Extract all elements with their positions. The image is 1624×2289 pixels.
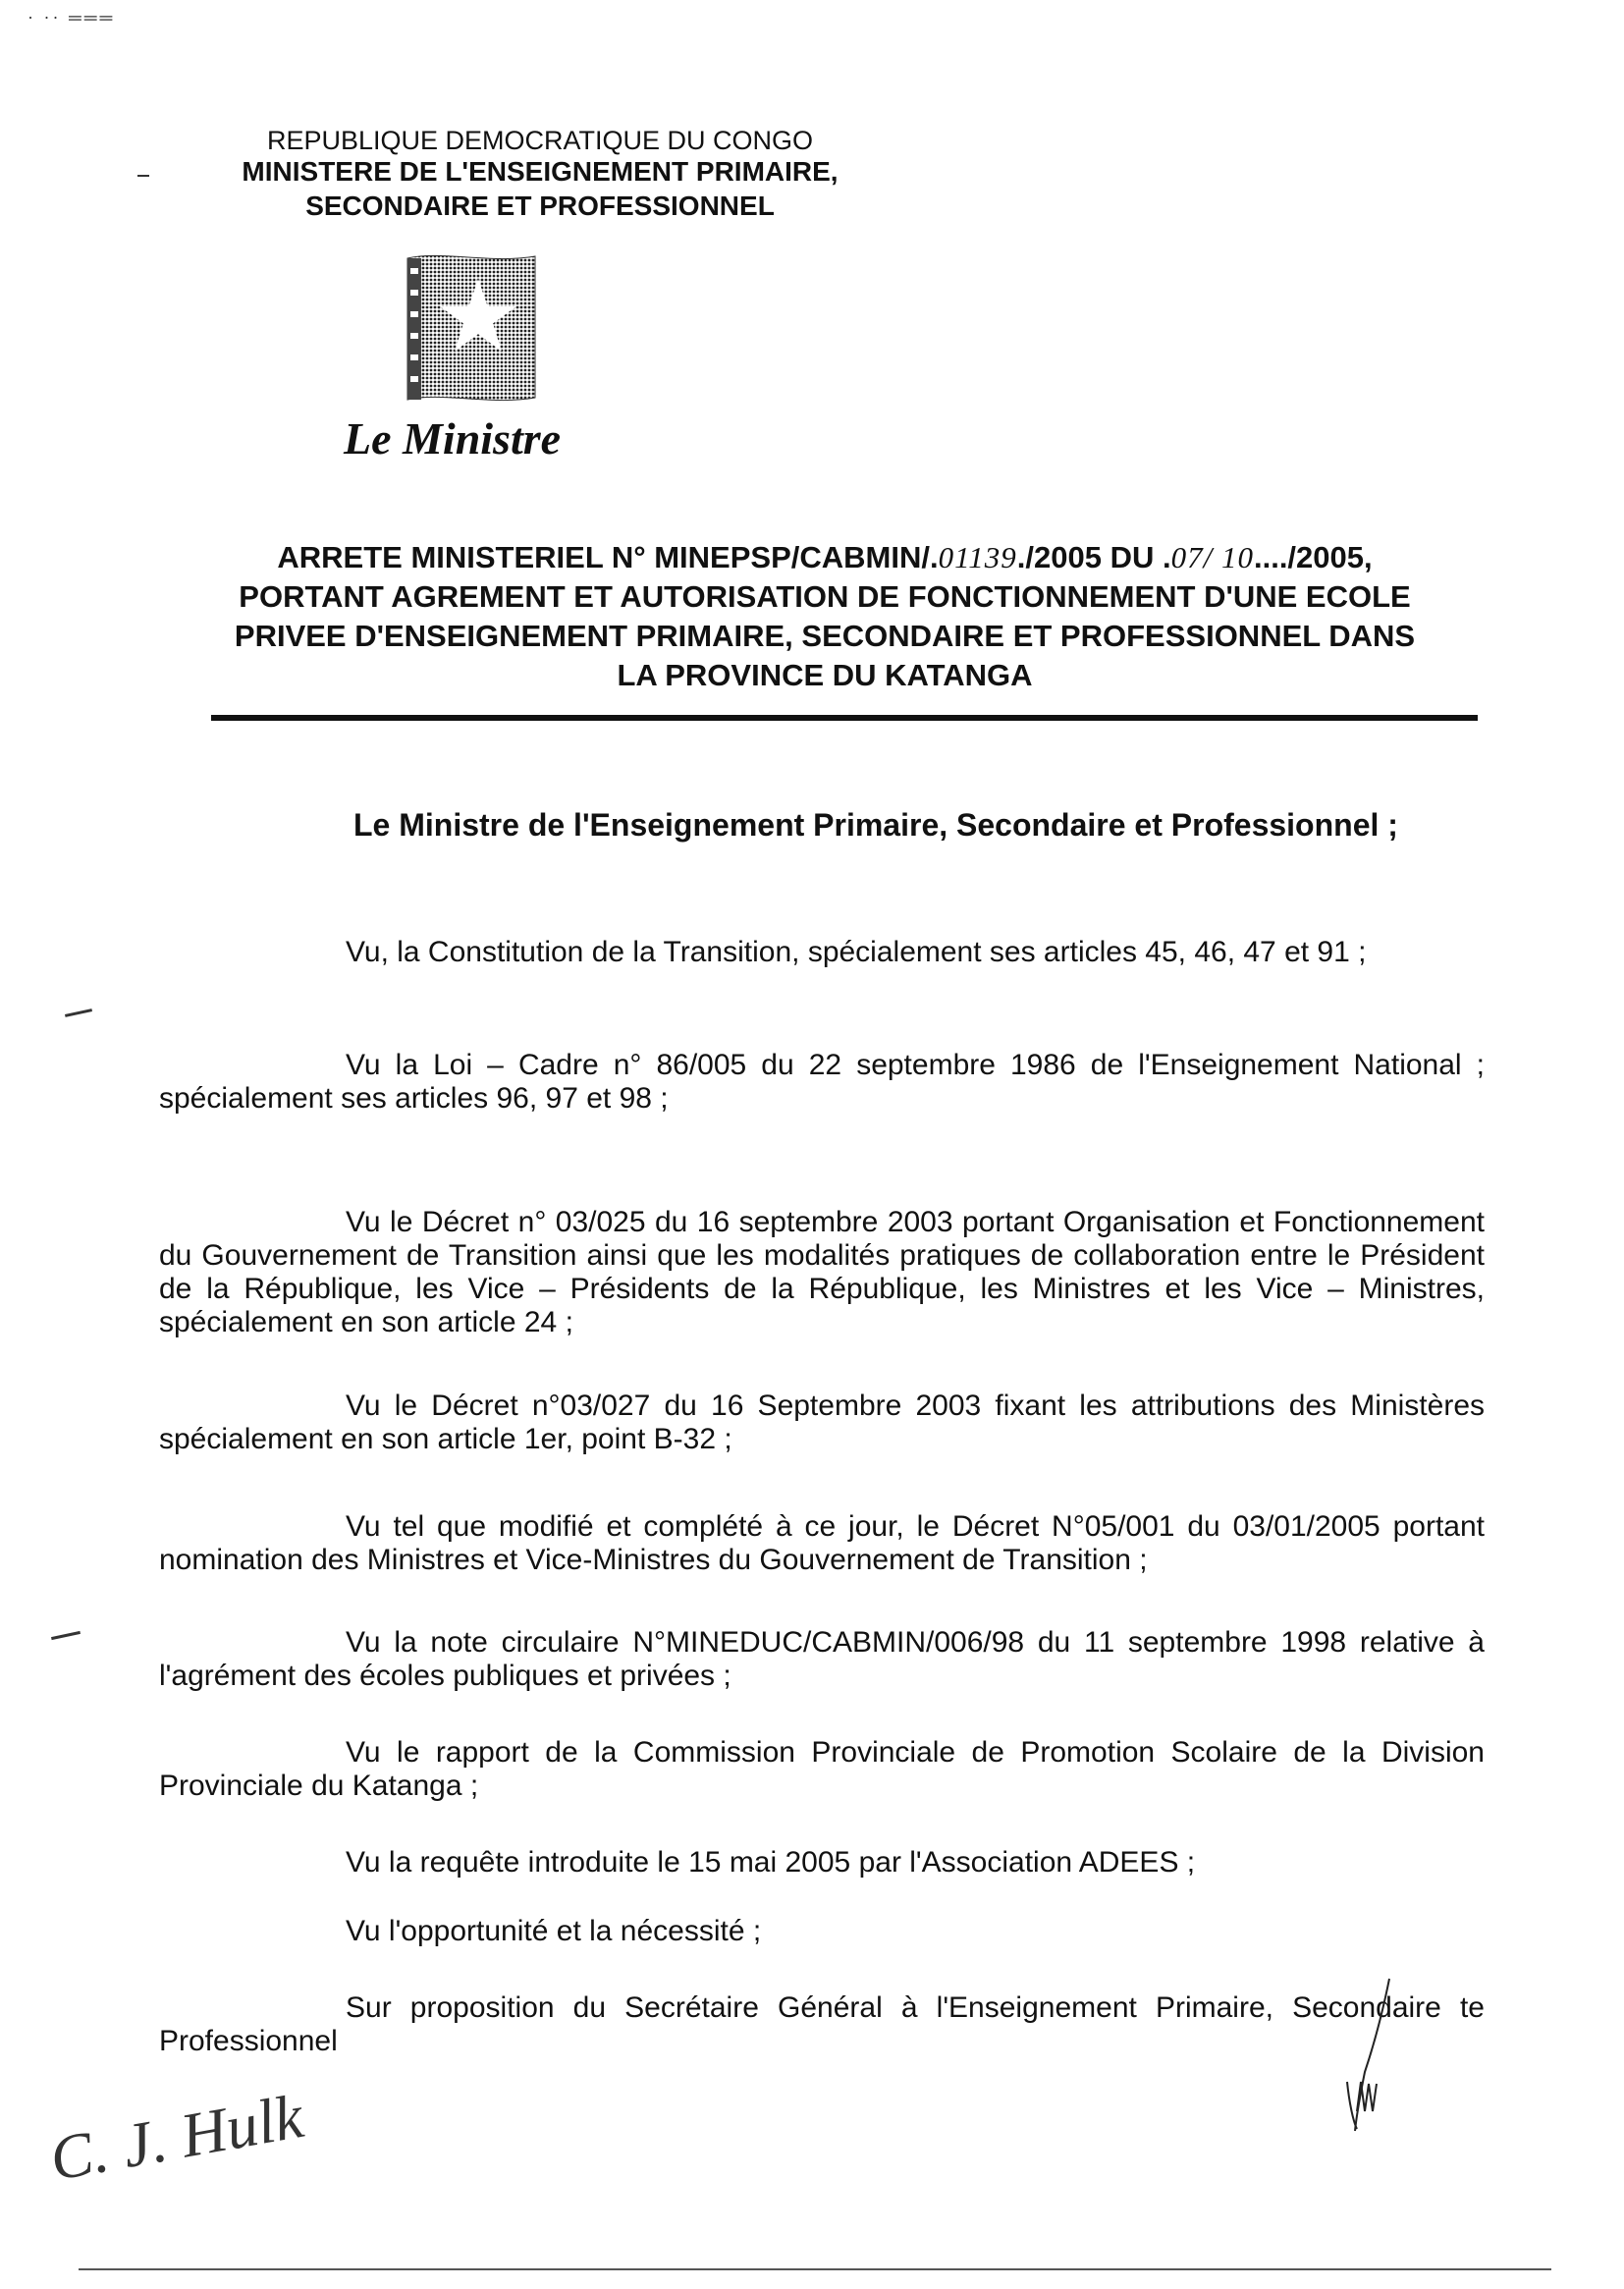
ministry-line-2: SECONDAIRE ET PROFESSIONNEL [305, 191, 775, 221]
recital-text: Vu le Décret n°03/027 du 16 Septembre 2003 fixant les attributions des Ministères spécialement en son article 1er, point B-32 ; [159, 1390, 1485, 1455]
recital-6 [159, 1626, 1485, 1693]
minister-preamble: Le Ministre de l'Enseignement Primaire, Secondaire et Professionnel ; [353, 807, 1398, 843]
recital-text: Vu la requête introduite le 15 mai 2005 par l'Association ADEES ; [346, 1846, 1196, 1879]
recital-3 [159, 1206, 1485, 1339]
right-initials-icon [1335, 1974, 1414, 2141]
recital-1 [159, 933, 1485, 972]
recital-text: Vu, la Constitution de la Transition, spécialement ses articles 45, 46, 47 et 91 ; [346, 936, 1367, 968]
country-name: REPUBLIQUE DEMOCRATIQUE DU CONGO [266, 126, 814, 155]
recital-5 [159, 1510, 1485, 1577]
decree-number: 01139 [938, 540, 1017, 574]
recital-text: Vu l'opportunité et la nécessité ; [346, 1915, 762, 1947]
title-mid: ./2005 DU . [1016, 540, 1171, 574]
handwritten-initials: C. J. Hulk [44, 2081, 308, 2194]
title-line-4: LA PROVINCE DU KATANGA [617, 658, 1033, 692]
recital-text: Vu la Loi – Cadre n° 86/005 du 22 septembre 1986 de l'Enseignement National ; spécialement ses articles 96, 97 et 98 ; [159, 1049, 1485, 1115]
recital-7 [159, 1736, 1485, 1803]
recital-8 [159, 1846, 1485, 1880]
recital-text: Vu tel que modifié et complété à ce jour, le Décret N°05/001 du 03/01/2005 portant nomination des Ministres et Vice-Ministres du Gouvernement de Transition ; [159, 1510, 1485, 1576]
footer-rule [79, 2268, 1551, 2270]
title-line-2: PORTANT AGREMENT ET AUTORISATION DE FONCTIONNEMENT D'UNE ECOLE [239, 579, 1411, 614]
margin-mark [51, 1631, 81, 1640]
recital-text: Vu la note circulaire N°MINEDUC/CABMIN/006/98 du 11 septembre 1998 relative à l'agrément des écoles publiques et privées ; [159, 1626, 1485, 1692]
recital-4 [159, 1390, 1485, 1456]
margin-mark [65, 1008, 92, 1017]
flag-emblem-icon [398, 250, 545, 417]
recital-text: Vu le rapport de la Commission Provinciale de Promotion Scolaire de la Division Provinciale du Katanga ; [159, 1736, 1485, 1802]
title-suffix: ..../2005, [1253, 540, 1373, 574]
decree-title [147, 538, 1502, 695]
recital-2 [159, 1049, 1485, 1116]
recital-9 [159, 1915, 1485, 1948]
recital-text: Sur proposition du Secrétaire Général à l'Enseignement Primaire, Secondaire te Professionnel [159, 1991, 1485, 2057]
decree-date: 07/ 10 [1170, 540, 1254, 574]
recital-text: Vu le Décret n° 03/025 du 16 septembre 2003 portant Organisation et Fonctionnement du Gouvernement de Transition ainsi que les modalités pratiques de collaboration entre le Président de la République, les Vice – Présidents de la République, les Ministres et les Vice – Ministres, spécialement en son article 24 ; [159, 1206, 1485, 1338]
scan-mark: · ·· ═══ [27, 8, 116, 27]
title-line-3: PRIVEE D'ENSEIGNEMENT PRIMAIRE, SECONDAIRE ET PROFESSIONNEL DANS [234, 619, 1416, 653]
title-underline [211, 715, 1478, 721]
ministry-line-1: MINISTERE DE L'ENSEIGNEMENT PRIMAIRE, [242, 156, 839, 187]
dash-mark [137, 175, 149, 177]
title-prefix: ARRETE MINISTERIEL N° MINEPSP/CABMIN/. [277, 540, 939, 574]
recital-10 [159, 1991, 1485, 2058]
decree-number-line [147, 538, 1502, 577]
signatory-title: Le Ministre [344, 413, 562, 463]
